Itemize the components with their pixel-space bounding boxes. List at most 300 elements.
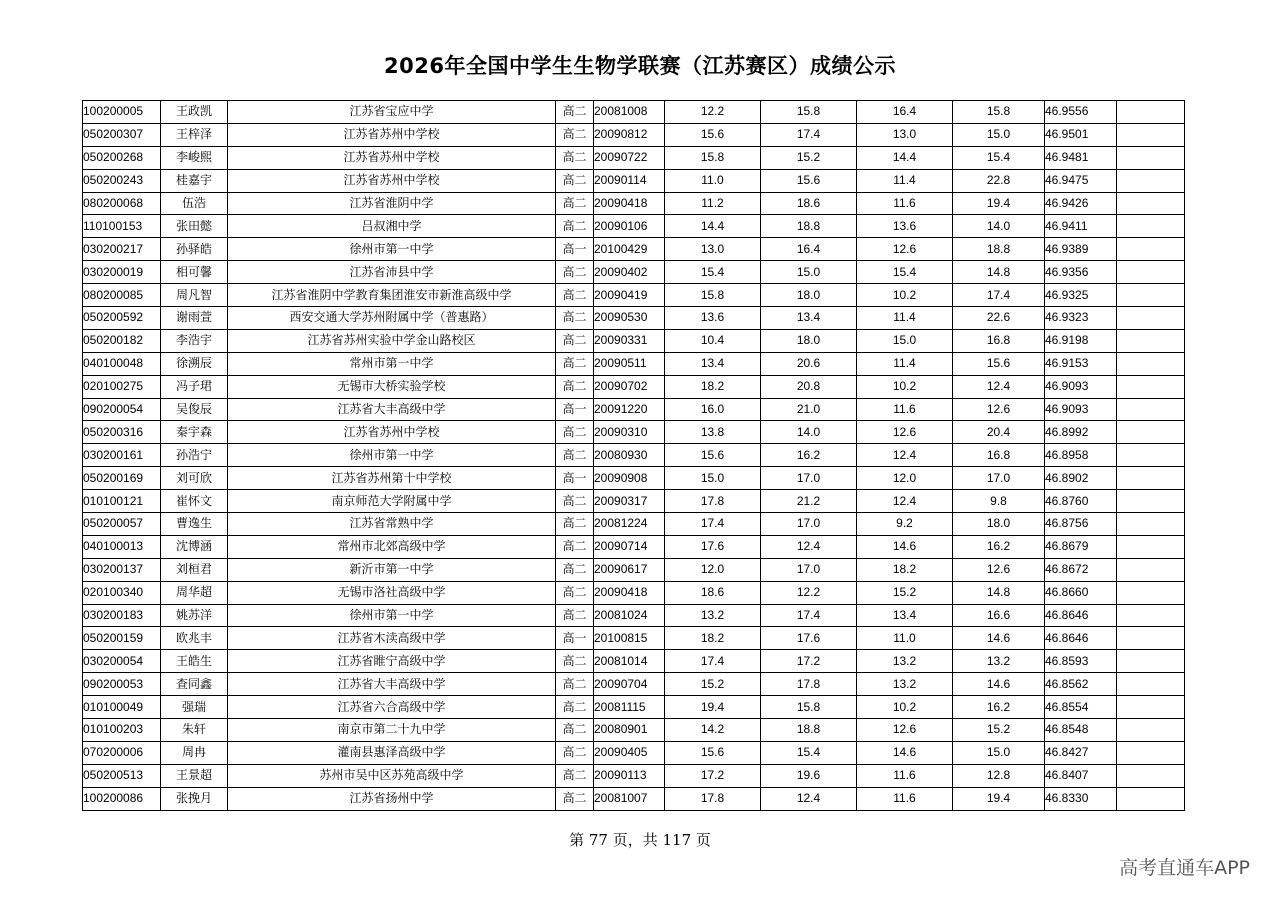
cell-score-4: 15.4	[953, 146, 1045, 169]
cell-grade: 高二	[556, 444, 594, 467]
cell-exam-id: 030200054	[83, 650, 161, 673]
cell-total-score: 46.8330	[1045, 787, 1117, 810]
cell-grade: 高二	[556, 169, 594, 192]
cell-score-4: 22.6	[953, 307, 1045, 330]
cell-score-2: 17.0	[761, 467, 857, 490]
cell-score-2: 19.6	[761, 764, 857, 787]
cell-score-3: 15.0	[857, 329, 953, 352]
cell-score-1: 18.6	[665, 581, 761, 604]
cell-birthdate: 20090402	[594, 261, 665, 284]
cell-birthdate: 20090812	[594, 123, 665, 146]
cell-empty	[1117, 650, 1185, 673]
cell-total-score: 46.9411	[1045, 215, 1117, 238]
cell-exam-id: 050200057	[83, 513, 161, 536]
cell-school: 江苏省苏州第十中学校	[228, 467, 556, 490]
cell-student-name: 曹逸生	[161, 513, 228, 536]
cell-grade: 高二	[556, 307, 594, 330]
cell-student-name: 孙驿皓	[161, 238, 228, 261]
cell-grade: 高二	[556, 421, 594, 444]
cell-student-name: 朱轩	[161, 719, 228, 742]
cell-total-score: 46.9093	[1045, 398, 1117, 421]
cell-score-3: 12.6	[857, 421, 953, 444]
cell-score-3: 12.6	[857, 719, 953, 742]
cell-grade: 高二	[556, 490, 594, 513]
cell-grade: 高二	[556, 513, 594, 536]
cell-birthdate: 20080901	[594, 719, 665, 742]
cell-score-1: 15.8	[665, 284, 761, 307]
cell-score-4: 15.6	[953, 352, 1045, 375]
cell-school: 吕叔湘中学	[228, 215, 556, 238]
cell-student-name: 强瑞	[161, 696, 228, 719]
cell-score-2: 12.2	[761, 581, 857, 604]
cell-total-score: 46.8554	[1045, 696, 1117, 719]
cell-total-score: 46.9323	[1045, 307, 1117, 330]
table-row	[83, 696, 1185, 719]
cell-score-2: 20.6	[761, 352, 857, 375]
cell-empty	[1117, 764, 1185, 787]
cell-school: 南京师范大学附属中学	[228, 490, 556, 513]
cell-empty	[1117, 101, 1185, 124]
cell-score-4: 12.8	[953, 764, 1045, 787]
cell-birthdate: 20090530	[594, 307, 665, 330]
cell-score-3: 11.6	[857, 192, 953, 215]
cell-empty	[1117, 535, 1185, 558]
cell-birthdate: 20090317	[594, 490, 665, 513]
table-row	[83, 307, 1185, 330]
cell-student-name: 伍浩	[161, 192, 228, 215]
cell-grade: 高二	[556, 261, 594, 284]
cell-school: 江苏省大丰高级中学	[228, 673, 556, 696]
table-row	[83, 398, 1185, 421]
cell-grade: 高一	[556, 238, 594, 261]
cell-birthdate: 20090331	[594, 329, 665, 352]
score-table	[82, 100, 1185, 811]
table-row	[83, 329, 1185, 352]
cell-school: 常州市第一中学	[228, 352, 556, 375]
cell-score-2: 15.6	[761, 169, 857, 192]
cell-exam-id: 100200005	[83, 101, 161, 124]
cell-empty	[1117, 421, 1185, 444]
cell-exam-id: 080200068	[83, 192, 161, 215]
document-title: 2026年全国中学生生物学联赛（江苏赛区）成绩公示	[384, 54, 896, 78]
cell-birthdate: 20090702	[594, 375, 665, 398]
cell-empty	[1117, 719, 1185, 742]
cell-score-4: 15.0	[953, 741, 1045, 764]
cell-school: 江苏省淮阴中学教育集团淮安市新淮高级中学	[228, 284, 556, 307]
cell-total-score: 46.8760	[1045, 490, 1117, 513]
cell-exam-id: 070200006	[83, 741, 161, 764]
cell-score-3: 18.2	[857, 558, 953, 581]
cell-school: 灌南县惠泽高级中学	[228, 741, 556, 764]
cell-birthdate: 20090714	[594, 535, 665, 558]
cell-score-3: 11.6	[857, 787, 953, 810]
cell-score-3: 12.4	[857, 490, 953, 513]
cell-score-3: 14.4	[857, 146, 953, 169]
cell-student-name: 周华超	[161, 581, 228, 604]
cell-school: 徐州市第一中学	[228, 444, 556, 467]
cell-total-score: 46.9325	[1045, 284, 1117, 307]
cell-empty	[1117, 741, 1185, 764]
cell-empty	[1117, 192, 1185, 215]
table-row	[83, 352, 1185, 375]
cell-student-name: 徐溯辰	[161, 352, 228, 375]
cell-score-4: 16.6	[953, 604, 1045, 627]
cell-score-4: 14.0	[953, 215, 1045, 238]
cell-score-4: 16.2	[953, 696, 1045, 719]
cell-birthdate: 20090418	[594, 581, 665, 604]
cell-score-4: 20.4	[953, 421, 1045, 444]
cell-empty	[1117, 467, 1185, 490]
cell-total-score: 46.8902	[1045, 467, 1117, 490]
cell-score-3: 11.4	[857, 307, 953, 330]
table-row	[83, 467, 1185, 490]
cell-score-2: 17.4	[761, 604, 857, 627]
cell-total-score: 46.8562	[1045, 673, 1117, 696]
table-row	[83, 146, 1185, 169]
cell-score-3: 13.4	[857, 604, 953, 627]
cell-exam-id: 030200183	[83, 604, 161, 627]
cell-score-3: 12.6	[857, 238, 953, 261]
cell-score-4: 14.8	[953, 581, 1045, 604]
cell-grade: 高二	[556, 650, 594, 673]
cell-school: 常州市北郊高级中学	[228, 535, 556, 558]
cell-birthdate: 20090114	[594, 169, 665, 192]
cell-school: 江苏省苏州中学校	[228, 169, 556, 192]
cell-score-3: 14.6	[857, 535, 953, 558]
cell-exam-id: 030200019	[83, 261, 161, 284]
cell-score-4: 12.4	[953, 375, 1045, 398]
cell-score-1: 13.4	[665, 352, 761, 375]
cell-birthdate: 20090704	[594, 673, 665, 696]
table-row	[83, 627, 1185, 650]
cell-exam-id: 090200054	[83, 398, 161, 421]
table-row	[83, 764, 1185, 787]
cell-score-1: 13.8	[665, 421, 761, 444]
cell-birthdate: 20081024	[594, 604, 665, 627]
table-row	[83, 673, 1185, 696]
cell-birthdate: 20090405	[594, 741, 665, 764]
cell-empty	[1117, 261, 1185, 284]
cell-grade: 高二	[556, 215, 594, 238]
cell-grade: 高二	[556, 101, 594, 124]
cell-student-name: 孙浩宁	[161, 444, 228, 467]
cell-score-2: 12.4	[761, 535, 857, 558]
cell-grade: 高二	[556, 329, 594, 352]
cell-grade: 高二	[556, 764, 594, 787]
cell-school: 江苏省扬州中学	[228, 787, 556, 810]
cell-grade: 高一	[556, 398, 594, 421]
cell-score-4: 22.8	[953, 169, 1045, 192]
cell-score-2: 15.8	[761, 101, 857, 124]
cell-total-score: 46.9481	[1045, 146, 1117, 169]
table-row	[83, 558, 1185, 581]
cell-school: 江苏省淮阴中学	[228, 192, 556, 215]
cell-exam-id: 040100048	[83, 352, 161, 375]
cell-total-score: 46.8679	[1045, 535, 1117, 558]
cell-empty	[1117, 558, 1185, 581]
cell-empty	[1117, 329, 1185, 352]
cell-total-score: 46.9426	[1045, 192, 1117, 215]
cell-score-3: 11.0	[857, 627, 953, 650]
cell-grade: 高二	[556, 581, 594, 604]
cell-exam-id: 020100275	[83, 375, 161, 398]
cell-exam-id: 050200169	[83, 467, 161, 490]
cell-exam-id: 030200217	[83, 238, 161, 261]
cell-score-2: 17.4	[761, 123, 857, 146]
cell-score-1: 15.8	[665, 146, 761, 169]
cell-total-score: 46.8992	[1045, 421, 1117, 444]
cell-score-2: 12.4	[761, 787, 857, 810]
cell-empty	[1117, 307, 1185, 330]
cell-score-3: 10.2	[857, 284, 953, 307]
cell-student-name: 李峻熙	[161, 146, 228, 169]
cell-school: 江苏省睢宁高级中学	[228, 650, 556, 673]
cell-score-3: 14.6	[857, 741, 953, 764]
cell-birthdate: 20090419	[594, 284, 665, 307]
cell-exam-id: 090200053	[83, 673, 161, 696]
cell-student-name: 王皓生	[161, 650, 228, 673]
cell-empty	[1117, 444, 1185, 467]
table-row	[83, 581, 1185, 604]
table-row	[83, 719, 1185, 742]
cell-exam-id: 040100013	[83, 535, 161, 558]
cell-student-name: 王景超	[161, 764, 228, 787]
cell-school: 江苏省沛县中学	[228, 261, 556, 284]
cell-grade: 高二	[556, 375, 594, 398]
cell-grade: 高二	[556, 535, 594, 558]
cell-score-2: 21.2	[761, 490, 857, 513]
cell-score-1: 14.4	[665, 215, 761, 238]
cell-score-1: 17.8	[665, 490, 761, 513]
cell-school: 苏州市吴中区苏苑高级中学	[228, 764, 556, 787]
cell-score-1: 16.0	[665, 398, 761, 421]
cell-score-3: 15.2	[857, 581, 953, 604]
cell-grade: 高二	[556, 741, 594, 764]
cell-score-1: 15.6	[665, 444, 761, 467]
cell-birthdate: 20090418	[594, 192, 665, 215]
cell-score-2: 18.0	[761, 284, 857, 307]
cell-empty	[1117, 169, 1185, 192]
cell-school: 新沂市第一中学	[228, 558, 556, 581]
cell-student-name: 周冉	[161, 741, 228, 764]
cell-school: 江苏省苏州中学校	[228, 421, 556, 444]
cell-student-name: 姚苏洋	[161, 604, 228, 627]
cell-student-name: 张田懿	[161, 215, 228, 238]
cell-score-4: 16.8	[953, 329, 1045, 352]
cell-score-1: 12.2	[665, 101, 761, 124]
cell-empty	[1117, 238, 1185, 261]
cell-empty	[1117, 123, 1185, 146]
cell-score-4: 15.2	[953, 719, 1045, 742]
cell-total-score: 46.8660	[1045, 581, 1117, 604]
cell-student-name: 李浩宇	[161, 329, 228, 352]
cell-grade: 高二	[556, 192, 594, 215]
cell-empty	[1117, 787, 1185, 810]
cell-total-score: 46.9556	[1045, 101, 1117, 124]
cell-birthdate: 20090511	[594, 352, 665, 375]
cell-score-4: 18.0	[953, 513, 1045, 536]
cell-score-2: 21.0	[761, 398, 857, 421]
cell-score-3: 11.6	[857, 764, 953, 787]
cell-exam-id: 020100340	[83, 581, 161, 604]
table-row	[83, 741, 1185, 764]
cell-score-1: 18.2	[665, 627, 761, 650]
cell-score-4: 15.0	[953, 123, 1045, 146]
cell-score-4: 18.8	[953, 238, 1045, 261]
cell-score-2: 15.4	[761, 741, 857, 764]
cell-school: 江苏省常熟中学	[228, 513, 556, 536]
cell-empty	[1117, 513, 1185, 536]
cell-exam-id: 080200085	[83, 284, 161, 307]
cell-school: 江苏省宝应中学	[228, 101, 556, 124]
cell-score-2: 17.0	[761, 513, 857, 536]
cell-grade: 高二	[556, 673, 594, 696]
table-row	[83, 490, 1185, 513]
cell-total-score: 46.8593	[1045, 650, 1117, 673]
cell-empty	[1117, 284, 1185, 307]
cell-total-score: 46.9501	[1045, 123, 1117, 146]
cell-school: 江苏省六合高级中学	[228, 696, 556, 719]
cell-school: 徐州市第一中学	[228, 238, 556, 261]
cell-student-name: 王梓泽	[161, 123, 228, 146]
cell-student-name: 吴俊辰	[161, 398, 228, 421]
cell-total-score: 46.8646	[1045, 604, 1117, 627]
cell-student-name: 相可馨	[161, 261, 228, 284]
cell-exam-id: 050200307	[83, 123, 161, 146]
cell-score-1: 14.2	[665, 719, 761, 742]
cell-student-name: 刘可欣	[161, 467, 228, 490]
cell-school: 江苏省苏州中学校	[228, 146, 556, 169]
cell-empty	[1117, 490, 1185, 513]
cell-score-3: 11.6	[857, 398, 953, 421]
cell-empty	[1117, 604, 1185, 627]
cell-birthdate: 20091220	[594, 398, 665, 421]
table-row	[83, 192, 1185, 215]
cell-score-2: 15.2	[761, 146, 857, 169]
table-row	[83, 123, 1185, 146]
cell-score-1: 15.0	[665, 467, 761, 490]
cell-score-4: 14.6	[953, 673, 1045, 696]
cell-school: 徐州市第一中学	[228, 604, 556, 627]
cell-grade: 高二	[556, 604, 594, 627]
table-row	[83, 261, 1185, 284]
score-table-body	[83, 101, 1185, 811]
cell-total-score: 46.8407	[1045, 764, 1117, 787]
cell-student-name: 张挽月	[161, 787, 228, 810]
cell-birthdate: 20090310	[594, 421, 665, 444]
cell-grade: 高二	[556, 719, 594, 742]
cell-score-1: 19.4	[665, 696, 761, 719]
cell-school: 江苏省苏州实验中学金山路校区	[228, 329, 556, 352]
cell-score-1: 15.4	[665, 261, 761, 284]
cell-score-3: 16.4	[857, 101, 953, 124]
cell-total-score: 46.9389	[1045, 238, 1117, 261]
cell-grade: 高二	[556, 284, 594, 307]
cell-empty	[1117, 581, 1185, 604]
cell-birthdate: 20090617	[594, 558, 665, 581]
cell-student-name: 欧兆丰	[161, 627, 228, 650]
cell-score-1: 17.4	[665, 650, 761, 673]
cell-score-4: 15.8	[953, 101, 1045, 124]
cell-empty	[1117, 375, 1185, 398]
cell-exam-id: 100200086	[83, 787, 161, 810]
cell-birthdate: 20081224	[594, 513, 665, 536]
cell-empty	[1117, 673, 1185, 696]
cell-student-name: 沈博涵	[161, 535, 228, 558]
cell-score-2: 15.0	[761, 261, 857, 284]
cell-total-score: 46.8548	[1045, 719, 1117, 742]
table-row	[83, 169, 1185, 192]
table-row	[83, 284, 1185, 307]
cell-birthdate: 20081007	[594, 787, 665, 810]
cell-birthdate: 20081115	[594, 696, 665, 719]
cell-student-name: 桂嘉宇	[161, 169, 228, 192]
table-row	[83, 238, 1185, 261]
cell-exam-id: 010100121	[83, 490, 161, 513]
cell-student-name: 王政凯	[161, 101, 228, 124]
cell-grade: 高二	[556, 696, 594, 719]
cell-empty	[1117, 398, 1185, 421]
cell-score-3: 11.4	[857, 352, 953, 375]
table-row	[83, 535, 1185, 558]
cell-score-2: 17.8	[761, 673, 857, 696]
page-number: 第 77 页，共 117 页	[569, 831, 711, 849]
cell-total-score: 46.8958	[1045, 444, 1117, 467]
cell-score-1: 15.6	[665, 741, 761, 764]
cell-score-1: 12.0	[665, 558, 761, 581]
watermark-text: 高考直通车APP	[1119, 857, 1250, 879]
table-row	[83, 375, 1185, 398]
cell-exam-id: 050200268	[83, 146, 161, 169]
cell-birthdate: 20080930	[594, 444, 665, 467]
cell-student-name: 周凡智	[161, 284, 228, 307]
table-row	[83, 787, 1185, 810]
cell-student-name: 谢雨萱	[161, 307, 228, 330]
cell-score-4: 12.6	[953, 398, 1045, 421]
cell-score-1: 13.6	[665, 307, 761, 330]
cell-exam-id: 050200159	[83, 627, 161, 650]
cell-grade: 高二	[556, 123, 594, 146]
cell-score-2: 16.2	[761, 444, 857, 467]
cell-grade: 高二	[556, 787, 594, 810]
cell-empty	[1117, 215, 1185, 238]
cell-score-3: 15.4	[857, 261, 953, 284]
cell-grade: 高二	[556, 558, 594, 581]
cell-score-3: 13.2	[857, 650, 953, 673]
cell-total-score: 46.8646	[1045, 627, 1117, 650]
table-row	[83, 444, 1185, 467]
cell-score-2: 13.4	[761, 307, 857, 330]
cell-student-name: 崔怀文	[161, 490, 228, 513]
table-row	[83, 215, 1185, 238]
cell-score-1: 15.2	[665, 673, 761, 696]
cell-score-4: 9.8	[953, 490, 1045, 513]
cell-score-2: 16.4	[761, 238, 857, 261]
cell-score-2: 18.8	[761, 215, 857, 238]
cell-exam-id: 010100049	[83, 696, 161, 719]
cell-exam-id: 110100153	[83, 215, 161, 238]
cell-birthdate: 20100815	[594, 627, 665, 650]
cell-score-1: 17.2	[665, 764, 761, 787]
cell-exam-id: 030200137	[83, 558, 161, 581]
cell-birthdate: 20100429	[594, 238, 665, 261]
cell-score-4: 13.2	[953, 650, 1045, 673]
cell-score-4: 12.6	[953, 558, 1045, 581]
cell-score-1: 18.2	[665, 375, 761, 398]
cell-empty	[1117, 146, 1185, 169]
cell-score-2: 18.8	[761, 719, 857, 742]
cell-school: 南京市第二十九中学	[228, 719, 556, 742]
